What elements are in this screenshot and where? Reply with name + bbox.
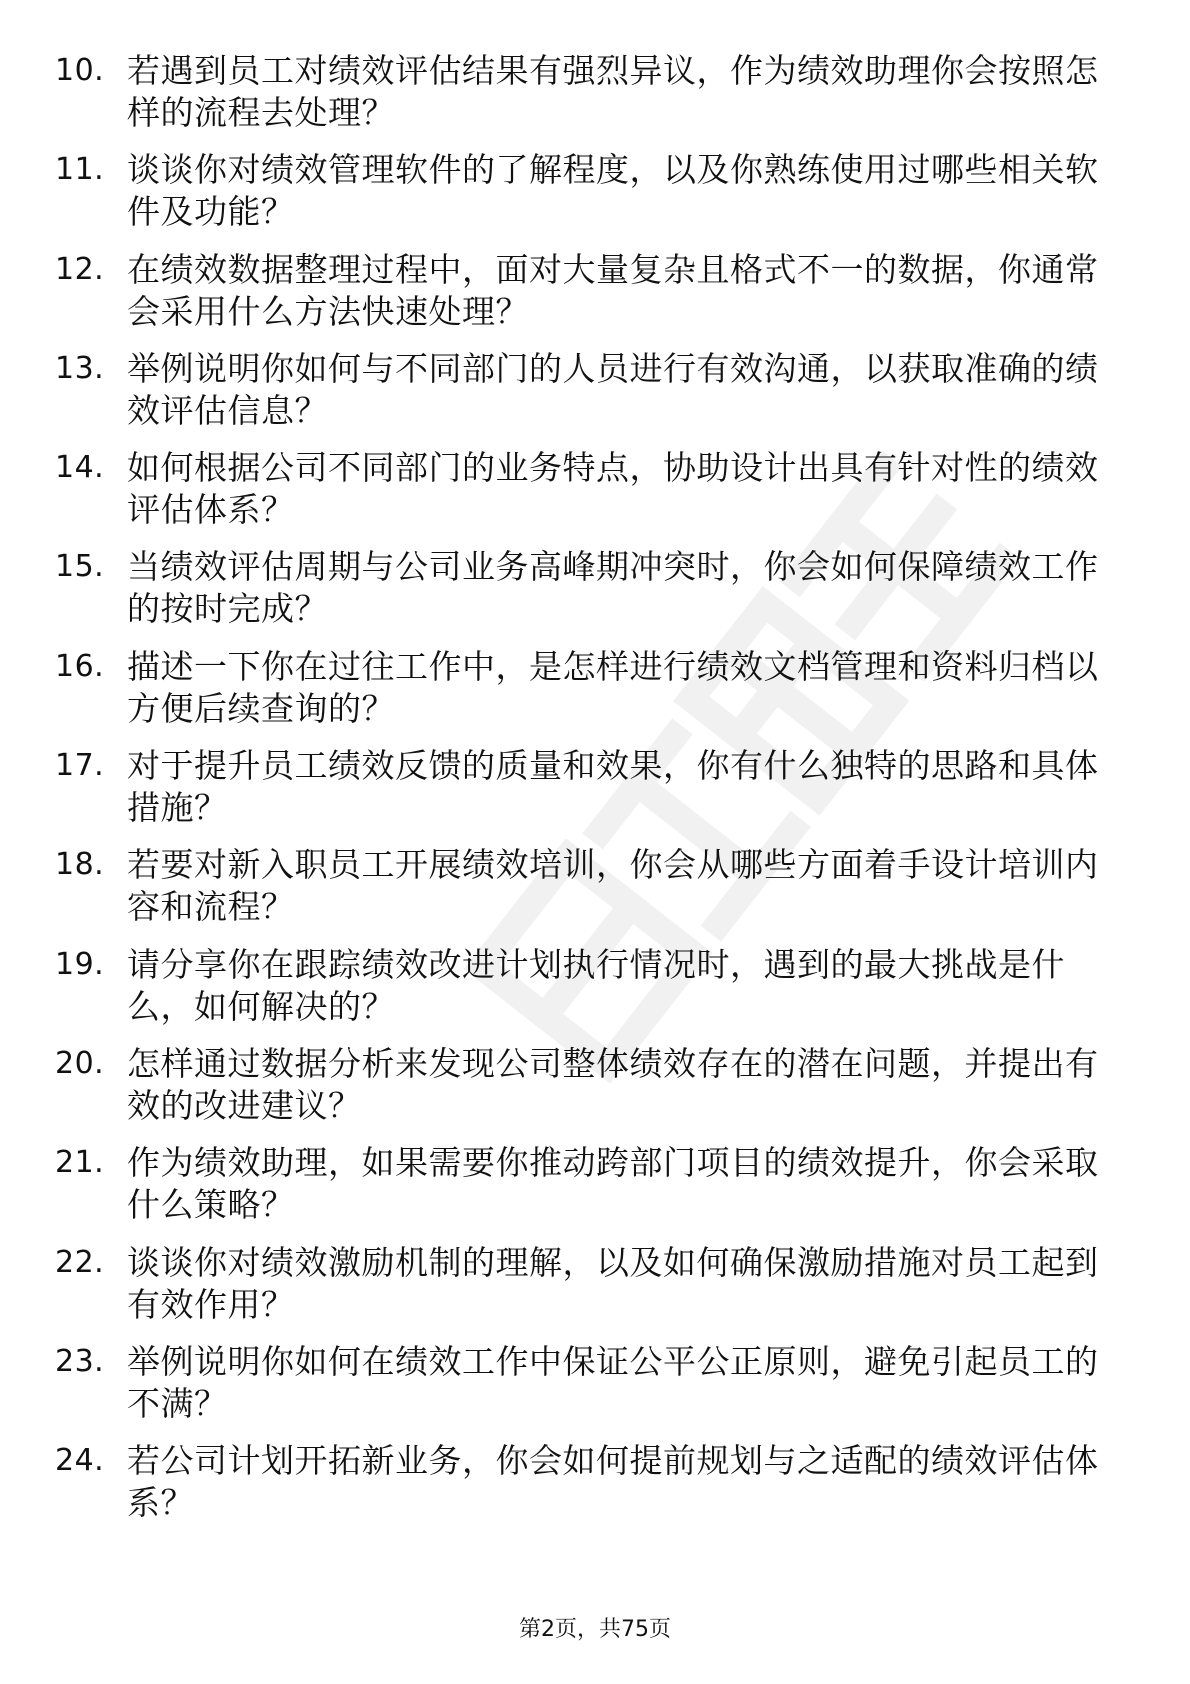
- question-list: [55, 50, 1115, 1539]
- question-text: 请分享你在跟踪绩效改进计划执行情况时，遇到的最大挑战是什么，如何解决的？: [127, 944, 1065, 1026]
- question-item: [55, 646, 1115, 730]
- question-number: 10.: [55, 53, 105, 88]
- question-text: 举例说明你如何与不同部门的人员进行有效沟通，以获取准确的绩效评估信息？: [127, 348, 1099, 430]
- question-text: 在绩效数据整理过程中，面对大量复杂且格式不一的数据，你通常会采用什么方法快速处理？: [127, 249, 1099, 331]
- page-number-label: 第2页，共75页: [519, 1617, 671, 1642]
- question-number: 23.: [55, 1343, 105, 1379]
- question-number: 18.: [55, 847, 105, 883]
- question-text: 对于提升员工绩效反馈的质量和效果，你有什么独特的思路和具体措施？: [127, 746, 1099, 828]
- question-text: 若遇到员工对绩效评估结果有强烈异议，作为绩效助理你会按照怎样的流程去处理？: [127, 51, 1099, 132]
- question-item: [55, 1341, 1115, 1425]
- question-text: 描述一下你在过往工作中，是怎样进行绩效文档管理和资料归档以方便后续查询的？: [127, 646, 1099, 728]
- question-number: 20.: [55, 1045, 105, 1081]
- question-item: [55, 1043, 1115, 1127]
- question-text: 若公司计划开拓新业务，你会如何提前规划与之适配的绩效评估体系？: [127, 1441, 1099, 1523]
- question-text: 如何根据公司不同部门的业务特点，协助设计出具有针对性的绩效评估体系？: [127, 448, 1099, 530]
- question-number: 21.: [55, 1145, 105, 1181]
- question-item: [55, 1142, 1115, 1226]
- question-text: 当绩效评估周期与公司业务高峰期冲突时，你会如何保障绩效工作的按时完成？: [127, 547, 1099, 629]
- question-text: 若要对新入职员工开展绩效培训，你会从哪些方面着手设计培训内容和流程？: [127, 845, 1099, 927]
- question-item: [55, 844, 1115, 928]
- question-item: [55, 249, 1115, 333]
- question-item: [55, 447, 1115, 531]
- question-number: 12.: [55, 251, 105, 287]
- page-footer: [0, 1612, 1190, 1643]
- question-number: 14.: [55, 450, 105, 486]
- question-item: [55, 50, 1115, 134]
- question-item: [55, 944, 1115, 1028]
- question-item: [55, 1440, 1115, 1524]
- question-text: 谈谈你对绩效激励机制的理解，以及如何确保激励措施对员工起到有效作用？: [127, 1242, 1099, 1324]
- question-number: 19.: [55, 946, 105, 982]
- question-number: 22.: [55, 1244, 105, 1280]
- question-text: 举例说明你如何在绩效工作中保证公平公正原则，避免引起员工的不满？: [127, 1341, 1099, 1423]
- question-item: [55, 149, 1115, 233]
- question-number: 15.: [55, 549, 105, 585]
- question-item: [55, 546, 1115, 630]
- question-text: 谈谈你对绩效管理软件的了解程度，以及你熟练使用过哪些相关软件及功能？: [127, 150, 1099, 232]
- question-item: [55, 1242, 1115, 1326]
- question-text: 作为绩效助理，如果需要你推动跨部门项目的绩效提升，你会采取什么策略？: [127, 1143, 1099, 1225]
- question-number: 13.: [55, 350, 105, 386]
- question-number: 16.: [55, 648, 105, 684]
- question-item: [55, 745, 1115, 829]
- question-number: 24.: [55, 1443, 105, 1479]
- question-number: 17.: [55, 748, 105, 784]
- question-number: 11.: [55, 152, 105, 188]
- question-text: 怎样通过数据分析来发现公司整体绩效存在的潜在问题，并提出有效的改进建议？: [127, 1043, 1099, 1125]
- question-item: [55, 348, 1115, 432]
